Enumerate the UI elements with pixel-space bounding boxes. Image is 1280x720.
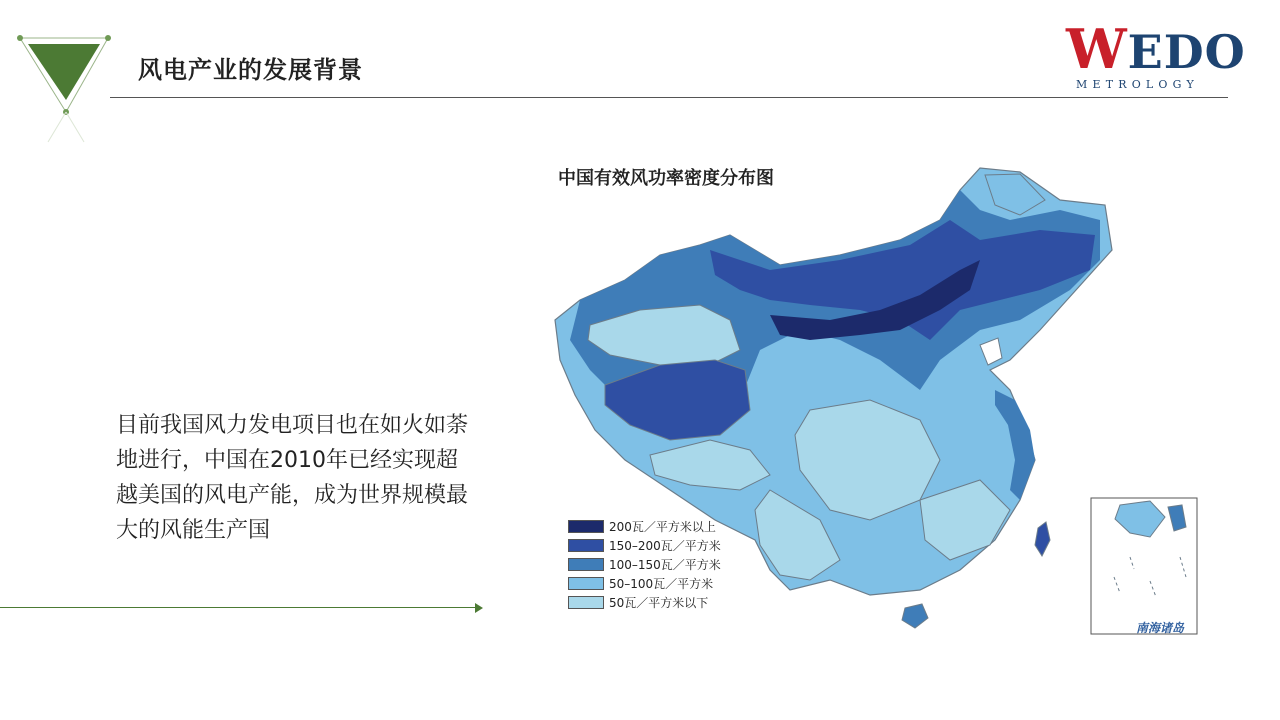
legend-item (568, 517, 721, 536)
legend-swatch (568, 596, 604, 609)
map-legend (568, 517, 721, 612)
legend-swatch (568, 539, 604, 552)
legend-label: 150–200瓦／平方米 (609, 539, 721, 553)
map-region-taiwan (1035, 522, 1050, 556)
legend-item (568, 574, 721, 593)
slide-title: 风电产业的发展背景 (138, 56, 363, 84)
legend-item (568, 555, 721, 574)
legend-swatch (568, 520, 604, 533)
legend-swatch (568, 558, 604, 571)
logo-initial: W (1066, 17, 1128, 81)
legend-label: 200瓦／平方米以上 (609, 520, 716, 534)
legend-label: 100–150瓦／平方米 (609, 558, 721, 572)
body-paragraph: 目前我国风力发电项目也在如火如荼地进行，中国在2010年已经实现超越美国的风电产能，成为世界规模最大的风能生产国 (116, 413, 469, 543)
legend-swatch (568, 577, 604, 590)
map-title: 中国有效风功率密度分布图 (558, 168, 774, 189)
logo-subtitle: METROLOGY (1076, 78, 1199, 91)
company-logo (1066, 17, 1246, 81)
map-region-hainan (902, 604, 928, 628)
legend-item (568, 536, 721, 555)
arrow-head-icon (475, 603, 483, 613)
triangle-emblem-icon (10, 28, 120, 148)
south-sea-inset-map (1090, 497, 1198, 635)
logo-rest: EDO (1127, 25, 1246, 79)
legend-item (568, 593, 721, 612)
legend-label: 50–100瓦／平方米 (609, 577, 714, 591)
legend-label: 50瓦／平方米以下 (609, 596, 709, 610)
inset-label: 南海诸岛 (1136, 621, 1185, 635)
header-divider (110, 97, 1228, 98)
arrow-line (0, 607, 476, 608)
